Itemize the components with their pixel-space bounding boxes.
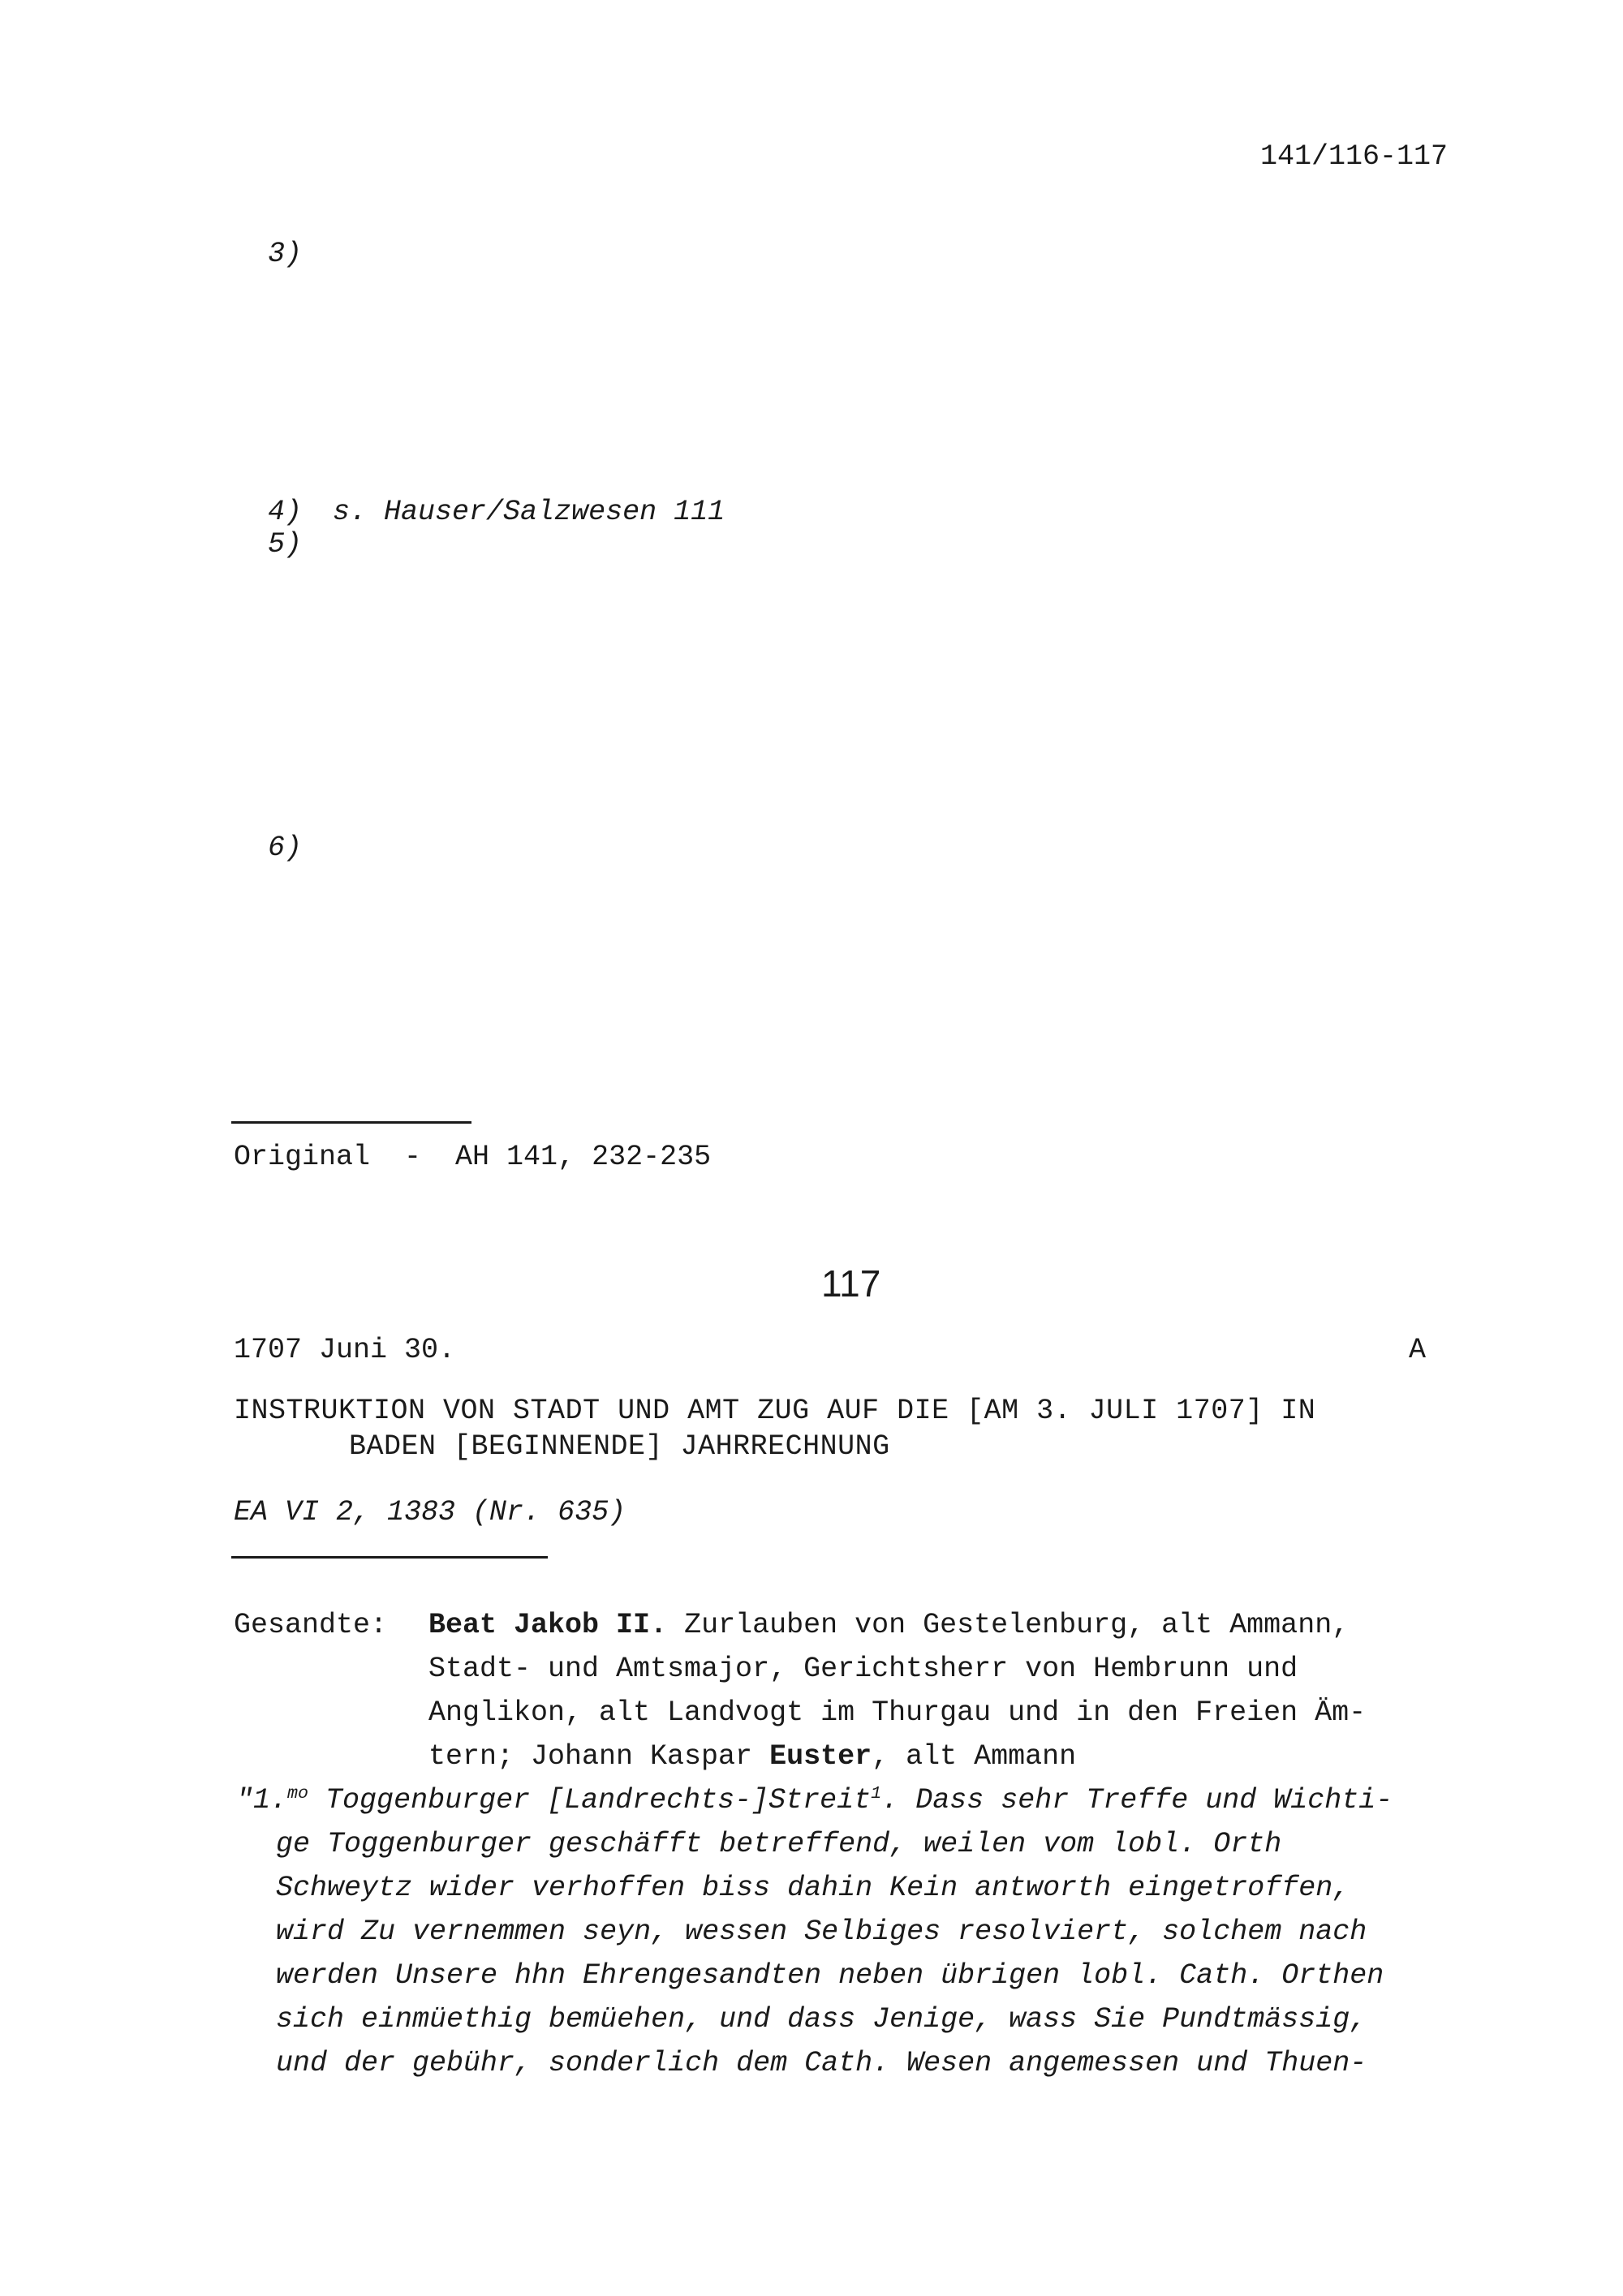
source-note: Original - AH 141, 232-235 bbox=[234, 1141, 712, 1173]
footnote-marker: 1 bbox=[871, 1783, 882, 1804]
envoy-text: tern; Johann Kaspar bbox=[428, 1740, 770, 1773]
document-marker: A bbox=[1409, 1334, 1427, 1366]
document-date: 1707 Juni 30. bbox=[234, 1334, 456, 1366]
envoys-line-1 bbox=[428, 1608, 1349, 1642]
body-text: Toggenburger [Landrechts-]Streit bbox=[308, 1784, 872, 1817]
document-title-line-1: INSTRUKTION VON STADT UND AMT ZUG AUF DIE [AM 3. JULI 1707] IN bbox=[234, 1395, 1316, 1427]
footnote-5 bbox=[234, 493, 333, 561]
document-number: 117 bbox=[821, 1262, 881, 1305]
envoy-name: Euster bbox=[769, 1740, 872, 1773]
envoys-line-3: Anglikon, alt Landvogt im Thurgau und in den Freien Äm- bbox=[428, 1696, 1367, 1729]
document-title-line-2: BADEN [BEGINNENDE] JAHRRECHNUNG bbox=[349, 1430, 890, 1463]
footnote-text: s. Hauser/Salzwesen 111 bbox=[333, 496, 725, 528]
footnote-6 bbox=[234, 797, 333, 865]
footnote-number: 4) bbox=[268, 496, 303, 528]
envoy-name: Beat Jakob II. bbox=[428, 1609, 668, 1641]
body-line-7: und der gebühr, sonderlich dem Cath. Wesen angemessen und Thuen- bbox=[276, 2047, 1367, 2079]
footnote-number: 3) bbox=[268, 238, 303, 270]
body-line-1 bbox=[236, 1783, 1393, 1817]
envoys-label: Gesandte: bbox=[234, 1609, 388, 1641]
body-text: . Dass sehr Treffe und Wichti- bbox=[881, 1784, 1393, 1817]
body-line-5: werden Unsere hhn Ehrengesandten neben übrigen lobl. Cath. Orthen bbox=[276, 1959, 1384, 1992]
footnote-3 bbox=[234, 203, 333, 271]
body-line-6: sich einmüethig bemüehen, und dass Jenige, wass Sie Pundtmässig, bbox=[276, 2003, 1367, 2036]
envoys-line-2: Stadt- und Amtsmajor, Gerichtsherr von Hembrunn und bbox=[428, 1653, 1298, 1685]
body-line-2: ge Toggenburger geschäfft betreffend, weilen vom lobl. Orth bbox=[276, 1828, 1282, 1860]
envoys-line-4 bbox=[428, 1739, 1076, 1774]
separator-rule bbox=[231, 1121, 471, 1124]
body-text: "1. bbox=[236, 1784, 288, 1817]
body-line-4: wird Zu vernemmen seyn, wessen Selbiges resolviert, solchem nach bbox=[276, 1915, 1367, 1948]
footnote-number: 5) bbox=[268, 528, 303, 561]
envoy-text: , alt Ammann bbox=[872, 1740, 1077, 1773]
separator-rule bbox=[231, 1556, 548, 1559]
page-reference: 141/116-117 bbox=[1260, 140, 1449, 173]
body-line-3: Schweytz wider verhoffen biss dahin Kein antworth eingetroffen, bbox=[276, 1872, 1350, 1904]
ordinal-superscript: mo bbox=[287, 1783, 309, 1804]
footnote-number: 6) bbox=[268, 832, 303, 864]
envoy-description: Zurlauben von Gestelenburg, alt Ammann, bbox=[667, 1609, 1350, 1641]
edition-reference: EA VI 2, 1383 (Nr. 635) bbox=[234, 1496, 626, 1529]
